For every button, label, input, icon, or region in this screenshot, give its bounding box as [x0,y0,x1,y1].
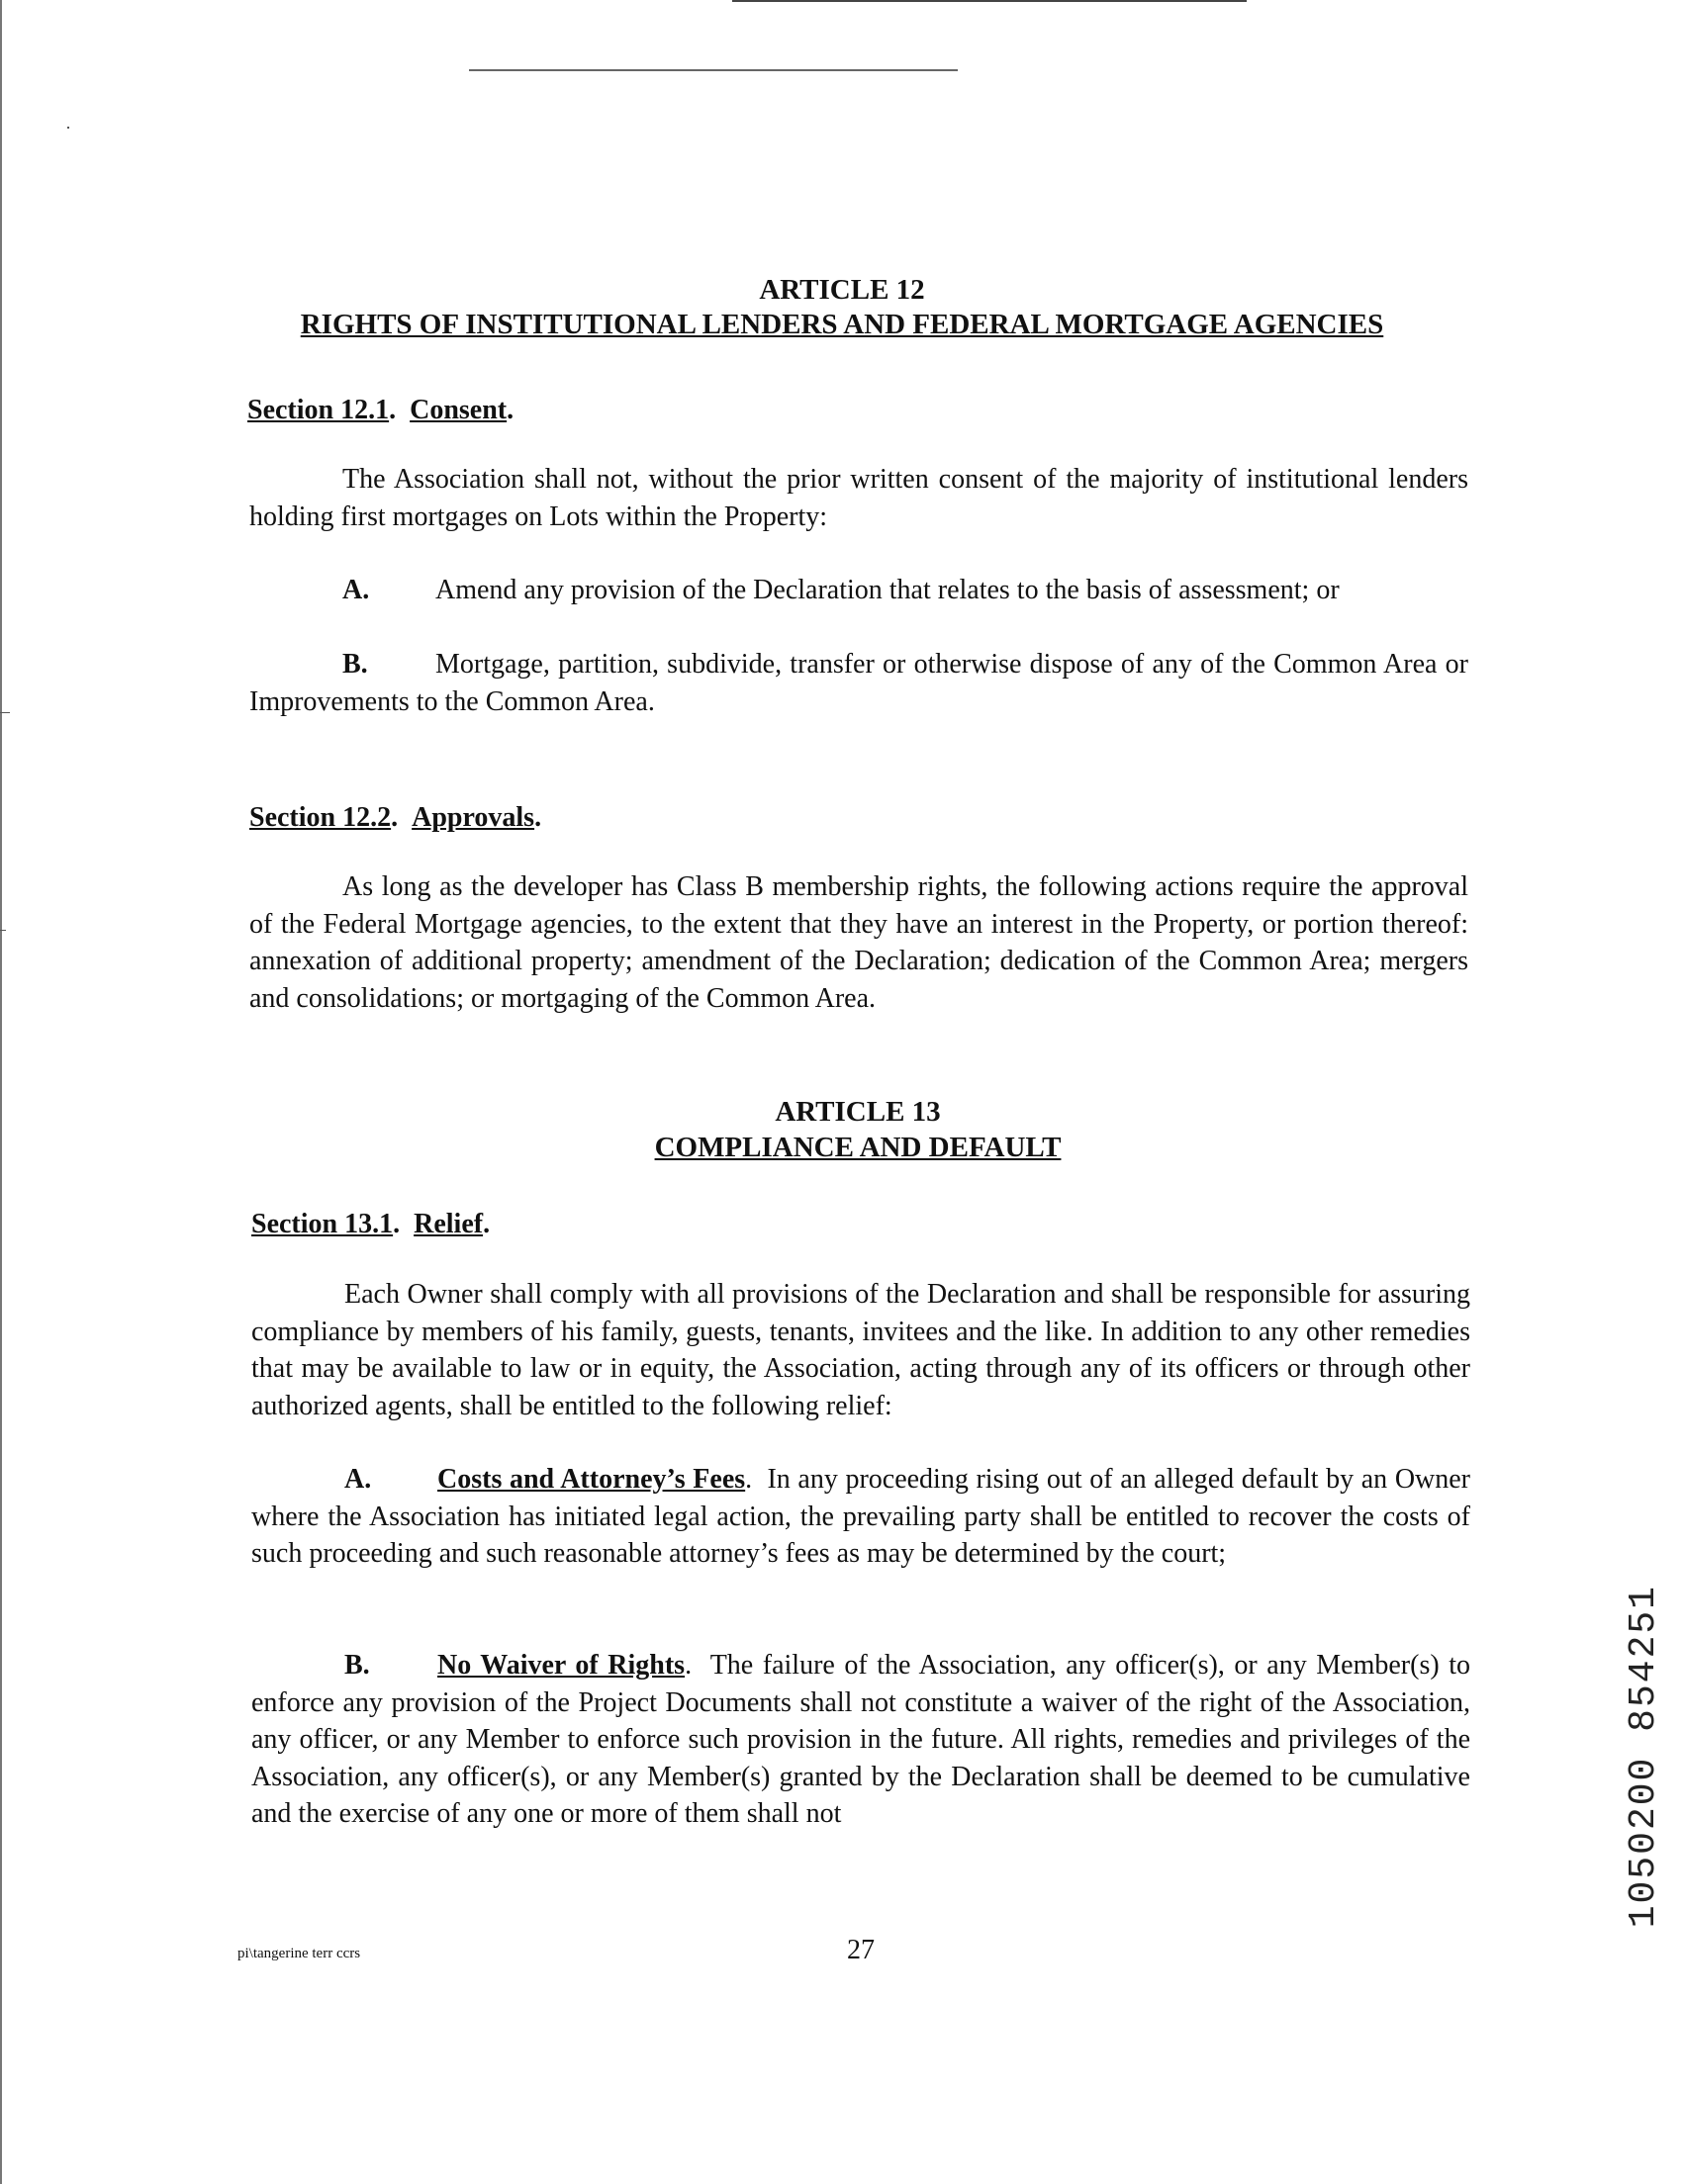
section-12-1-intro: The Association shall not, without the prior written consent of the majority of institutional lenders holding first mortgages on Lots within the Property: [249,464,1468,532]
section-13-1-item-a: A. Costs and Attorney’s Fees. In any proceeding rising out of an alleged default by an Owner where the Association has initiated legal action, the prevailing party shall be entitled to recover the costs of such proceeding and such reasonable attorney’s fees as may be determined by the court; [251,1461,1470,1573]
item-label: No Waiver of Rights [437,1650,686,1681]
scan-artifact [732,0,1247,2]
section-13-1-title: Relief [414,1209,484,1239]
item-text: Amend any provision of the Declaration that relates to the basis of assessment; or [435,575,1340,605]
item-text: In any proceeding rising out of an alleged default by an Owner where the Association has initiated legal action, the prevailing party shall be entitled to recover the costs of such proceeding and such reasonable attorney’s fees as may be determined by the court; [251,1464,1471,1569]
section-13-1-heading: Section 13.1. Relief. [251,1209,491,1239]
footer-filename: pi\tangerine terr ccrs [237,1946,361,1961]
item-letter: B. [342,649,368,680]
section-13-1-item-b: B. No Waiver of Rights. The failure of the Association, any officer(s), or any Member(s) to enforce any provision of the Project Documents shall not constitute a waiver of the right of the Association, any officer, or any Member to enforce such provision in the future. All rights, remedies and privileges of the Association, any officer(s), or any Member(s) granted by the Declaration shall be deemed to be cumulative and the exercise of any one or more of them shall not [251,1647,1470,1833]
section-12-1-item-a [249,572,1468,609]
section-12-2-title: Approvals [412,802,535,833]
scan-artifact [469,69,958,71]
item-text: Mortgage, partition, subdivide, transfer or otherwise dispose of any of the Common Area or Improvements to the Common Area. [249,649,1468,717]
section-12-2-body: As long as the developer has Class B membership rights, the following actions require the approval of the Federal Mortgage agencies, to the extent that they have an interest in the Property, or portion thereof: annexation of additional property; amendment of the Declaration; dedication of the Common Area; mergers and consolidations; or mortgaging of the Common Area. [249,871,1468,1014]
section-13-1-intro: Each Owner shall comply with all provisions of the Declaration and shall be responsible for assuring compliance by members of his family, guests, tenants, invitees and the like. In addition to any other remedies that may be available to law or in equity, the Association, acting through any of its officers or through other authorized agents, shall be entitled to the following relief: [251,1279,1470,1421]
section-12-2-heading: Section 12.2. Approvals. [249,802,542,833]
section-12-1-heading: Section 12.1. Consent. [247,395,515,425]
section-12-1-item-b [249,646,1468,720]
item-label: Costs and Attorney’s Fees [437,1464,746,1495]
scan-artifact [0,712,10,713]
article-13-title: COMPLIANCE AND DEFAULT [654,1132,1062,1163]
scan-artifact [0,930,6,931]
article-13-number: ARTICLE 13 [775,1096,941,1128]
document-stamp: 1050200 854251 [1623,1585,1665,1929]
article-12-number: ARTICLE 12 [759,274,925,306]
article-12-title: RIGHTS OF INSTITUTIONAL LENDERS AND FEDERAL MORTGAGE AGENCIES [300,309,1384,340]
section-12-1-number: Section 12.1 [247,395,390,425]
item-letter: A. [342,575,370,605]
item-letter: A. [344,1464,372,1495]
section-12-1-title: Consent [410,395,508,425]
item-letter: B. [344,1650,370,1681]
section-13-1-number: Section 13.1 [251,1209,394,1239]
page-number: 27 [847,1935,875,1965]
item-text: The failure of the Association, any officer(s), or any Member(s) to enforce any provision of the Project Documents shall not constitute a waiver of the right of the Association, any officer, or any Member to enforce such provision in the future. All rights, remedies and privileges of the Association, any officer(s), or any Member(s) granted by the Declaration shall be deemed to be cumulative and the exercise of any one or more of them shall not [251,1650,1471,1829]
scan-artifact [67,127,69,129]
section-12-2-number: Section 12.2 [249,802,392,833]
